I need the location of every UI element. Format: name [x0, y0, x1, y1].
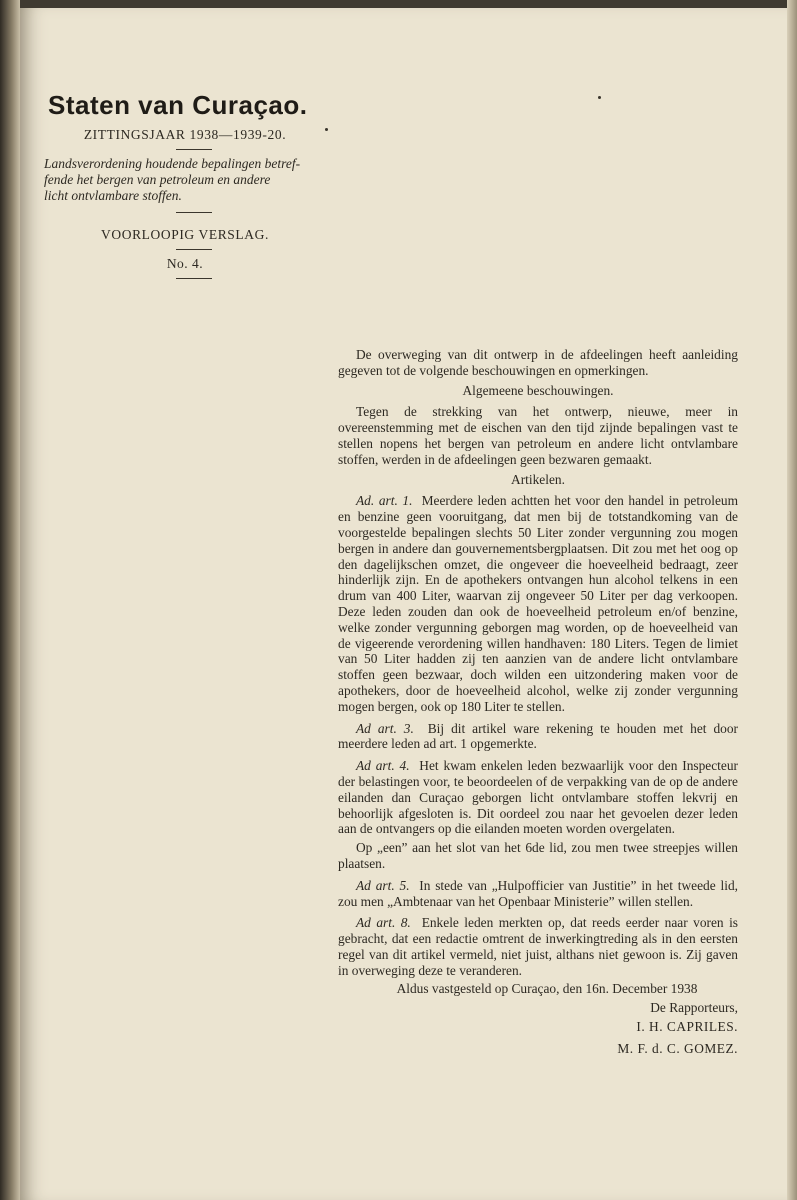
- article-1-paragraph: [338, 493, 738, 714]
- divider: [176, 278, 212, 279]
- divider: [176, 149, 212, 150]
- article-4-ref: Ad art. 4.: [356, 758, 410, 774]
- signer-2: M. F. d. C. GOMEZ.: [617, 1040, 738, 1056]
- signer-1: I. H. CAPRILES.: [636, 1019, 738, 1035]
- article-4-paragraph: [338, 758, 738, 837]
- intro-paragraph: De overweging van dit ontwerp in de afdeelingen heeft aanleiding gegeven tot de volgende beschouwingen en opmerkingen.: [338, 347, 738, 378]
- article-4-text: Het kwam enkelen leden bezwaarlijk voor den Inspecteur der belastingen voor, te beoordeelen of de verpakking van de op de andere eilanden dan Curaçao geborgen licht ontvlambare stoffen lekvrij en behoorlijk afgesloten is. Dit oordeel zou naar het gevoelen dezer leden aan de ontvangers op die eilanden moeten worden overgelaten.: [338, 758, 739, 837]
- report-body: [338, 347, 738, 1060]
- article-3-ref: Ad art. 3.: [356, 720, 414, 736]
- general-paragraph: Tegen de strekking van het ontwerp, nieuwe, meer in overeenstemming met de eischen van den tijd zijnde bepalingen vast te stellen nopens het bergen van petroleum en andere licht ontvlambare stoffen, werden in de afdeelingen geen bezwaren gemaakt.: [338, 404, 738, 467]
- article-5-text: In stede van „Hulpofficier van Justitie” in het tweede lid, zou men „Ambtenaar van het Openbaar Ministerie” willen stellen.: [338, 877, 738, 909]
- divider: [176, 212, 212, 213]
- article-8-ref: Ad art. 8.: [356, 915, 411, 931]
- rapporteurs-label: De Rapporteurs,: [650, 1000, 738, 1016]
- page-right-edge: [787, 0, 797, 1200]
- article-3-paragraph: [338, 721, 738, 753]
- article-1-ref: Ad. art. 1.: [356, 493, 413, 509]
- article-8-paragraph: [338, 915, 738, 978]
- article-3-text: Bij dit artikel ware rekening te houden met het door meerdere leden ad art. 1 opgemerkte.: [338, 720, 738, 752]
- article-8-text: Enkele leden merkten op, dat reeds eerder naar voren is gebracht, dat een redactie omtrent de inwerkingtreding als in den eersten regel van dit artikel vermeld, niet juist, althans niet gewoon is. Zij gaven in overweging deze te veranderen.: [338, 915, 738, 978]
- book-spine-edge: [0, 0, 20, 1200]
- document-title: Staten van Curaçao.: [48, 90, 308, 120]
- general-heading: Algemeene beschouwingen.: [462, 382, 614, 398]
- document-header: [30, 90, 320, 285]
- document-number: No. 4.: [166, 256, 204, 271]
- closing-line: Aldus vastgesteld op Curaçao, den 16n. December 1938: [396, 981, 698, 997]
- session-year: ZITTINGSJAAR 1938—1939-20.: [83, 127, 287, 142]
- speck: [598, 96, 601, 99]
- report-type: VOORLOOPIG VERSLAG.: [101, 227, 269, 242]
- article-5-ref: Ad art. 5.: [356, 877, 410, 893]
- article-4-note: Op „een” aan het slot van het 6de lid, zou men twee streepjes willen plaatsen.: [338, 840, 738, 871]
- divider: [176, 249, 212, 250]
- articles-heading: Artikelen.: [511, 471, 565, 487]
- article-5-paragraph: [338, 878, 738, 910]
- speck: [325, 128, 328, 131]
- document-subject: Landsverordening houdende bepalingen betref- fende het bergen van petroleum en andere licht ontvlambare stoffen.: [44, 156, 301, 203]
- article-1-text: Meerdere leden achtten het voor den handel in petroleum en benzine geen vooruitgang, dat men bij de totstandkoming van de voorgestelde bepalingen slechts 50 Liter zonder vergunning zou mogen bergen in andere dan gouvernementsbergplaatsen. Dit zou met het oog op den dagelijkschen omzet, die ongeveer die hoeveelheid bedraagt, zeer hinderlijk zijn. En de apothekers ontvangen hun alcohol telkens in een drum van 400 Liter, waarvan zij ongeveer 50 Liter per dag verkoopen. Deze leden zouden dan ook de hoeveelheid petroleum en/of benzine, welke zonder vergunning geborgen mag worden, op de hoeveelheid van de vigeerende verordening willen handhaven: 180 Liters. Tegen de limiet van 50 Liter hadden zij ten aanzien van de andere licht ontvlambare stoffen geen bezwaar, doch wilden een uitzondering maken voor de apothekers, door de hoeveelheid alcohol, welke zij zonder vergunning mogen bergen, ook op 180 Liter te stellen.: [338, 493, 738, 714]
